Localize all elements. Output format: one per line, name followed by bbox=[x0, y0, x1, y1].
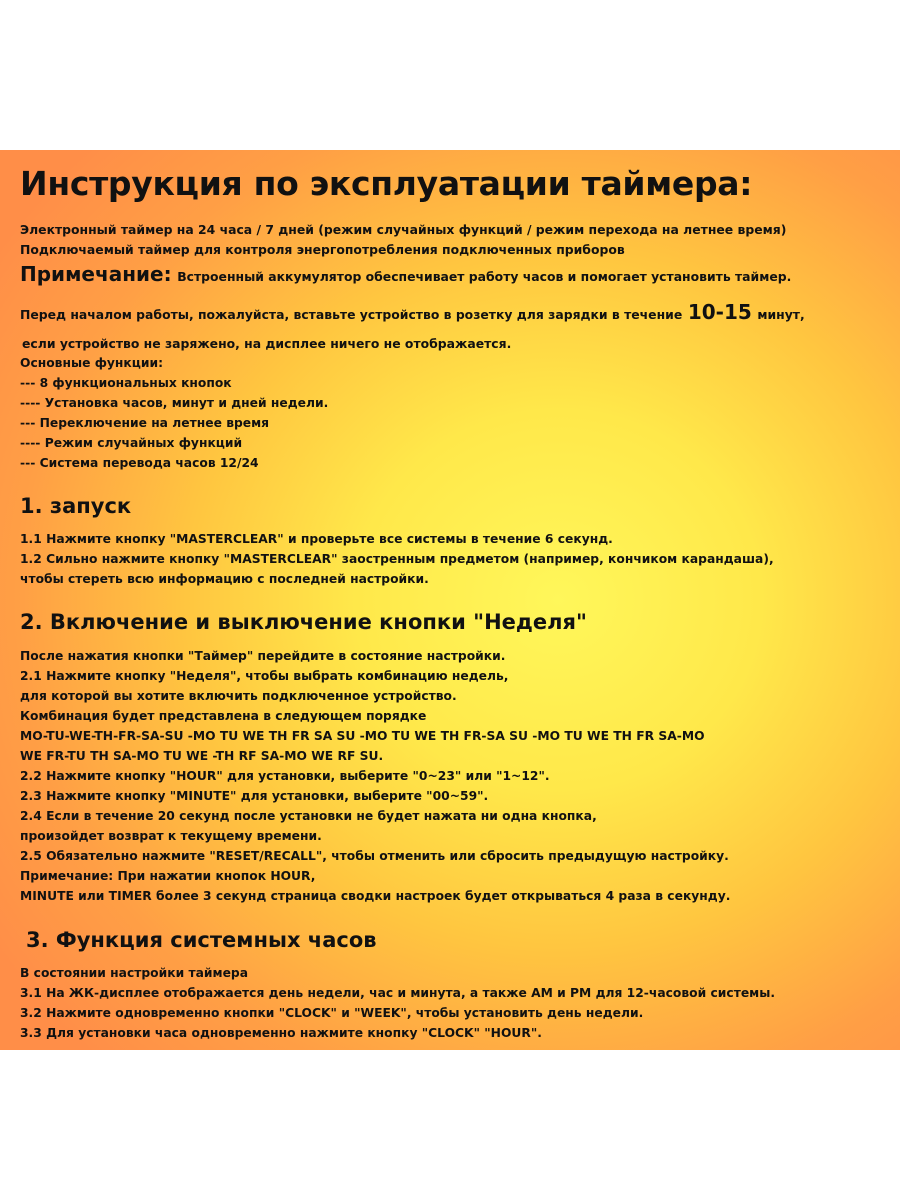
feature-item: --- Переключение на летнее время bbox=[20, 416, 270, 430]
section-2-heading: 2. Включение и выключение кнопки "Неделя" bbox=[20, 610, 587, 634]
intro-line-1: Электронный таймер на 24 часа / 7 дней (режим случайных функций / режим перехода на летнее время) bbox=[20, 222, 787, 237]
section-2-line: Комбинация будет представлена в следующем порядке bbox=[20, 709, 427, 723]
section-2-line: WE FR-TU TH SA-MO TU WE -TH RF SA-MO WE RF SU. bbox=[20, 749, 384, 763]
features-heading: Основные функции: bbox=[20, 356, 164, 370]
note-row bbox=[20, 262, 791, 286]
section-1-line: 1.2 Сильно нажмите кнопку "MASTERCLEAR" заостренным предметом (например, кончиком карандаша), bbox=[20, 552, 774, 566]
instruction-banner bbox=[0, 150, 900, 1050]
section-1-line: 1.1 Нажмите кнопку "MASTERCLEAR" и проверьте все системы в течение 6 секунд. bbox=[20, 532, 613, 546]
page-title: Инструкция по эксплуатации таймера: bbox=[20, 164, 753, 203]
section-2-line: MINUTE или TIMER более 3 секунд страница сводки настроек будет открываться 4 раза в секунду. bbox=[20, 889, 731, 903]
charge-text-after: минут, bbox=[757, 307, 805, 322]
section-3-line: В состоянии настройки таймера bbox=[20, 966, 249, 980]
section-3-heading: 3. Функция системных часов bbox=[26, 928, 377, 952]
section-2-line: 2.4 Если в течение 20 секунд после установки не будет нажата ни одна кнопка, bbox=[20, 809, 597, 823]
section-1-heading: 1. запуск bbox=[20, 494, 132, 518]
section-2-line: 2.1 Нажмите кнопку "Неделя", чтобы выбрать комбинацию недель, bbox=[20, 669, 509, 683]
charge-line-2: если устройство не заряжено, на дисплее ничего не отображается. bbox=[22, 336, 512, 351]
section-2-line: 2.5 Обязательно нажмите "RESET/RECALL", чтобы отменить или сбросить предыдущую настройку. bbox=[20, 849, 729, 863]
feature-item: --- Система перевода часов 12/24 bbox=[20, 456, 259, 470]
feature-item: --- 8 функциональных кнопок bbox=[20, 376, 232, 390]
section-2-line: 2.2 Нажмите кнопку "HOUR" для установки, выберите "0~23" или "1~12". bbox=[20, 769, 550, 783]
feature-item: ---- Режим случайных функций bbox=[20, 436, 243, 450]
section-2-line: Примечание: При нажатии кнопок HOUR, bbox=[20, 869, 316, 883]
intro-line-2: Подключаемый таймер для контроля энергопотребления подключенных приборов bbox=[20, 242, 625, 257]
feature-item: ---- Установка часов, минут и дней недели. bbox=[20, 396, 329, 410]
section-2-line: После нажатия кнопки "Таймер" перейдите в состояние настройки. bbox=[20, 649, 506, 663]
section-3-line: 3.2 Нажмите одновременно кнопки "CLOCK" и "WEEK", чтобы установить день недели. bbox=[20, 1006, 644, 1020]
section-2-line: произойдет возврат к текущему времени. bbox=[20, 829, 322, 843]
note-text: Встроенный аккумулятор обеспечивает работу часов и помогает установить таймер. bbox=[177, 269, 792, 284]
charge-row bbox=[20, 300, 805, 324]
section-2-line: для которой вы хотите включить подключенное устройство. bbox=[20, 689, 457, 703]
section-2-line: MO-TU-WE-TH-FR-SA-SU -MO TU WE TH FR SA SU -MO TU WE TH FR-SA SU -MO TU WE TH FR SA-MO bbox=[20, 729, 705, 743]
section-3-line: 3.3 Для установки часа одновременно нажмите кнопку "CLOCK" "HOUR". bbox=[20, 1026, 542, 1040]
section-2-line: 2.3 Нажмите кнопку "MINUTE" для установки, выберите "00~59". bbox=[20, 789, 489, 803]
charge-minutes: 10-15 bbox=[687, 300, 752, 324]
note-label: Примечание: bbox=[20, 262, 172, 286]
section-1-line: чтобы стереть всю информацию с последней настройки. bbox=[20, 572, 429, 586]
section-3-line: 3.1 На ЖК-дисплее отображается день недели, час и минута, а также AM и PM для 12-часовой системы. bbox=[20, 986, 776, 1000]
charge-text-before: Перед началом работы, пожалуйста, вставьте устройство в розетку для зарядки в течение bbox=[20, 307, 683, 322]
